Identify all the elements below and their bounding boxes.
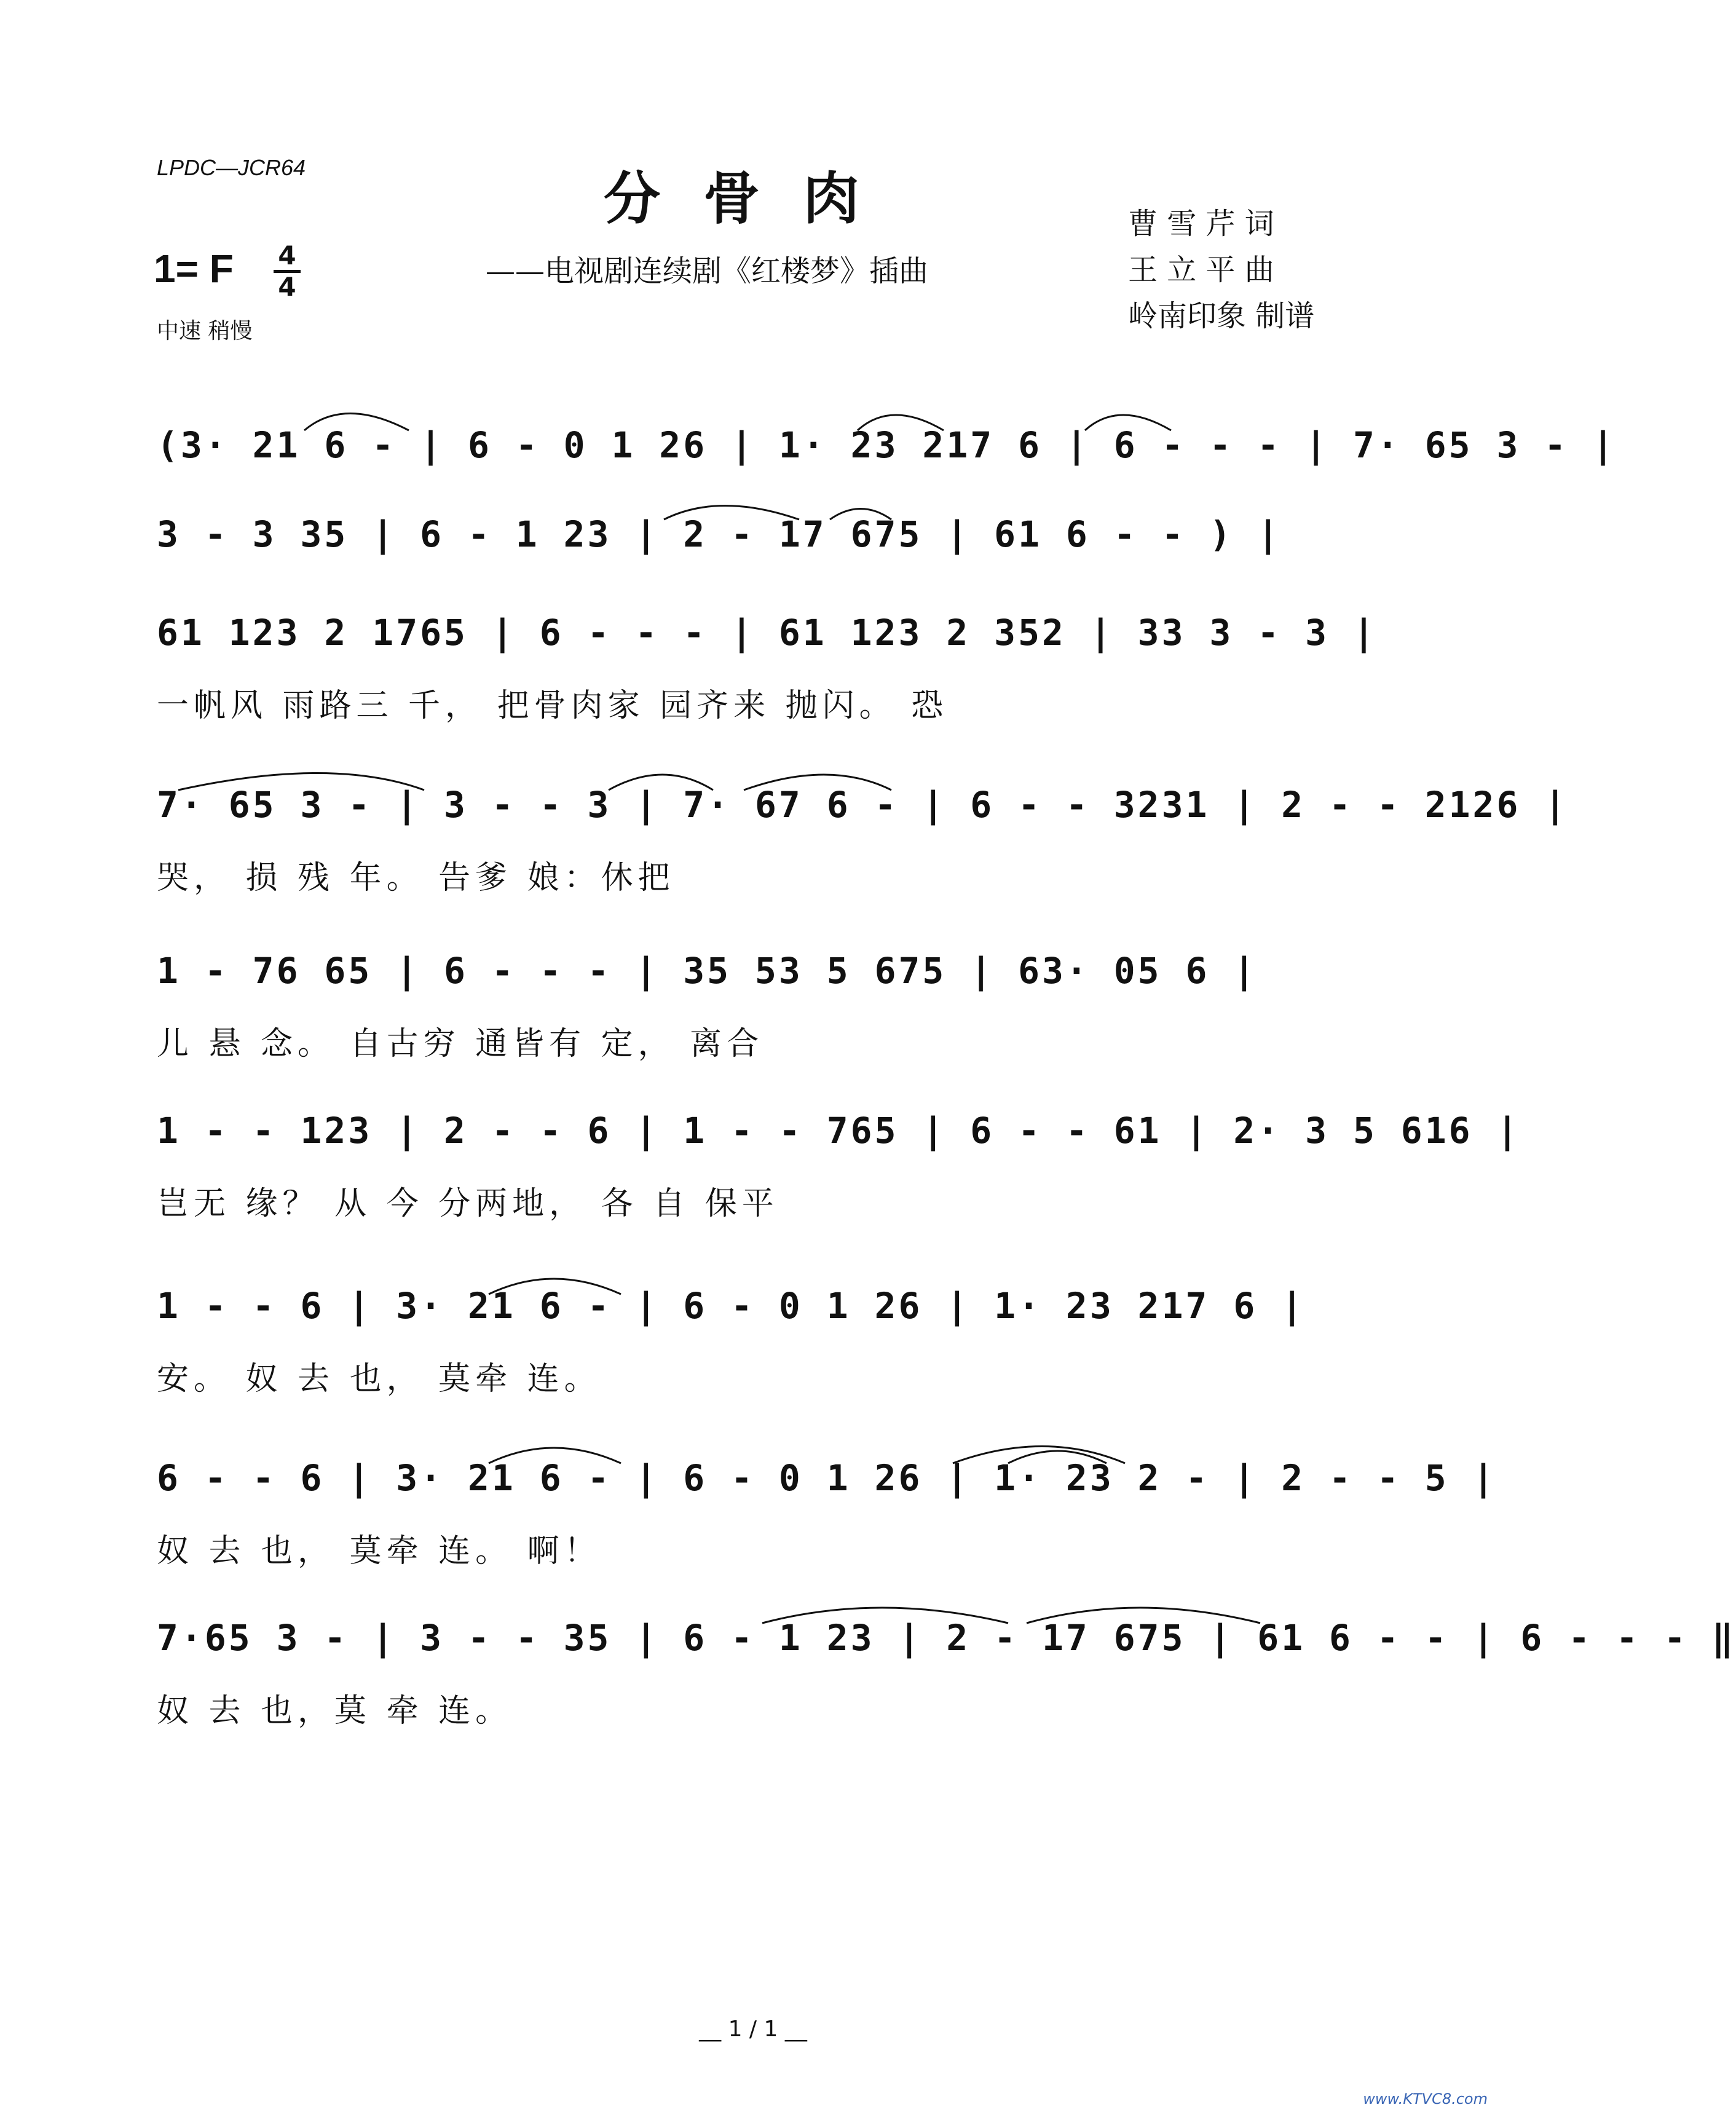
lyrics: 岂无 缘？ 从 今 分两地， 各 自 保平 xyxy=(157,1185,779,1222)
song-title: 分骨肉 xyxy=(603,165,902,232)
composer-credit: 王 立 平 曲 xyxy=(1128,253,1274,287)
notation: 1 - - 123 | 2 - - 6 | 1 - - 765 | 6 - - 61 | 2· 3 5 616 | xyxy=(157,1110,1521,1152)
page-number: __ 1 / 1 __ xyxy=(699,2017,807,2042)
arranger-credit: 岭南印象 制谱 xyxy=(1128,299,1315,333)
lyrics: 哭， 损 残 年。 告爹 娘：休把 xyxy=(157,859,675,896)
lyrics: 一帆风 雨路三 千， 把骨肉家 园齐来 抛闪。 恐 xyxy=(157,687,949,724)
song-subtitle: ——电视剧连续剧《红楼梦》插曲 xyxy=(486,254,929,288)
lyrics: 奴 去 也，莫 牵 连。 xyxy=(157,1693,513,1729)
notation: 6 - - 6 | 3· 21 6 - | 6 - 0 1 26 | 1· 23 2 - | 2 - - 5 | xyxy=(157,1457,1497,1499)
catalog-tag: LPDC—JCR64 xyxy=(157,155,306,180)
tempo-marking: 中速 稍慢 xyxy=(157,318,253,344)
time-signature-top: 4 xyxy=(278,240,296,271)
lyricist-credit: 曹 雪 芹 词 xyxy=(1128,207,1274,241)
time-signature-bottom: 4 xyxy=(278,272,296,302)
lyrics: 儿 悬 念。 自古穷 通皆有 定， 离合 xyxy=(157,1025,764,1062)
lyrics: 安。 奴 去 也， 莫牵 连。 xyxy=(157,1361,601,1397)
key-signature: 1= F xyxy=(154,247,234,291)
watermark: www.KTVC8.com xyxy=(1363,2090,1488,2108)
lyrics: 奴 去 也， 莫牵 连。 啊！ xyxy=(157,1533,601,1570)
notation: 1 - - 6 | 3· 21 6 - | 6 - 0 1 26 | 1· 23 217 6 | xyxy=(157,1285,1306,1327)
notation: 61 123 2 1765 | 6 - - - | 61 123 2 352 | 33 3 - 3 | xyxy=(157,612,1377,654)
notation: 1 - 76 65 | 6 - - - | 35 53 5 675 | 63· 05 6 | xyxy=(157,950,1258,992)
notation: 3 - 3 35 | 6 - 1 23 | 2 - 17 675 | 61 6 - - ) | xyxy=(157,513,1282,555)
notation: 7· 65 3 - | 3 - - 3 | 7· 67 6 - | 6 - - 3231 | 2 - - 2126 | xyxy=(157,784,1569,826)
notation: (3· 21 6 - | 6 - 0 1 26 | 1· 23 217 6 | 6 - - - | 7· 65 3 - | xyxy=(157,424,1617,466)
notation: 7·65 3 - | 3 - - 35 | 6 - 1 23 | 2 - 17 675 | 61 6 - - | 6 - - - ‖ xyxy=(157,1617,1736,1659)
